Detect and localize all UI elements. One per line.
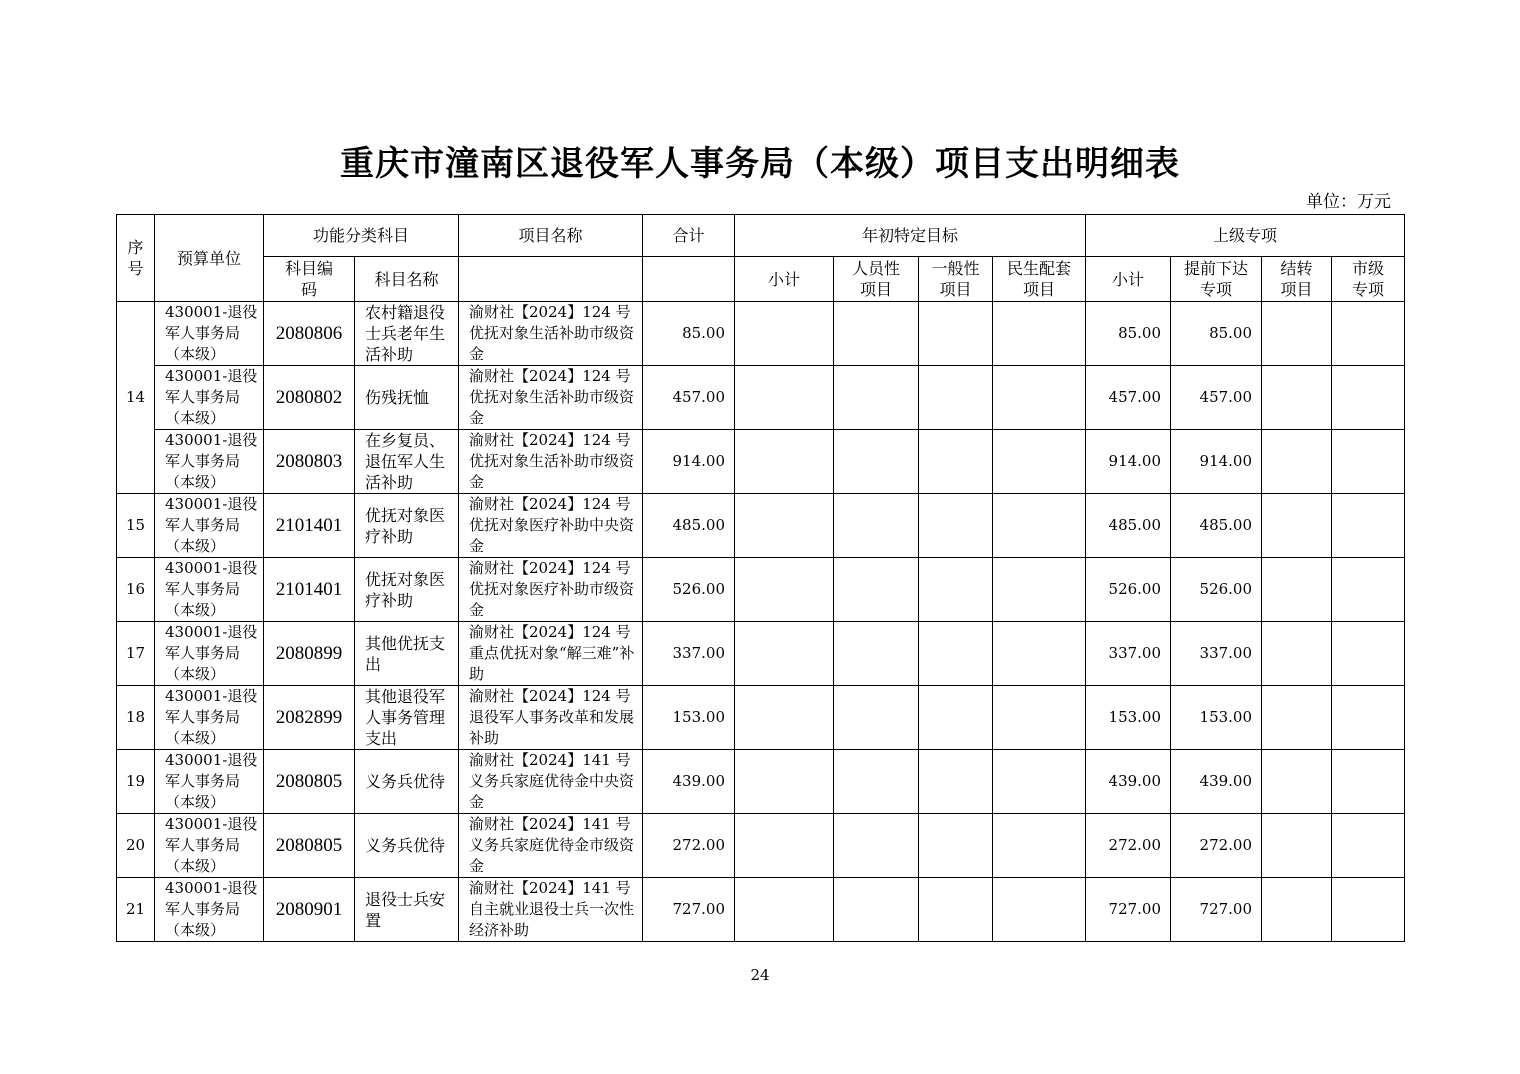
- ss-carryover-cell: [1262, 814, 1332, 878]
- header-annual-target: 年初特定目标: [735, 215, 1086, 257]
- budget-unit-cell: 430001-退役军人事务局（本级）: [155, 814, 264, 878]
- subject-name-cell: 义务兵优待: [355, 814, 459, 878]
- table-row: [117, 878, 1405, 942]
- subject-code-cell: 2101401: [264, 558, 355, 622]
- ss-advance-cell: 526.00: [1171, 558, 1262, 622]
- project-name-cell: 渝财社【2024】124 号退役军人事务改革和发展补助: [459, 686, 643, 750]
- at-livelihood-cell: [993, 622, 1086, 686]
- header-at-livelihood: 民生配套项目: [993, 257, 1086, 302]
- subject-code-cell: 2080806: [264, 302, 355, 366]
- ss-carryover-cell: [1262, 494, 1332, 558]
- ss-city-cell: [1332, 750, 1405, 814]
- total-cell: 526.00: [643, 558, 735, 622]
- header-budget-unit: 预算单位: [155, 215, 264, 302]
- project-name-cell: 渝财社【2024】141 号义务兵家庭优待金市级资金: [459, 814, 643, 878]
- at-personnel-cell: [834, 878, 919, 942]
- project-name-cell: 渝财社【2024】124 号优抚对象医疗补助市级资金: [459, 558, 643, 622]
- ss-city-cell: [1332, 366, 1405, 430]
- ss-subtotal-cell: 526.00: [1086, 558, 1171, 622]
- budget-unit-cell: 430001-退役军人事务局（本级）: [155, 366, 264, 430]
- ss-subtotal-cell: 914.00: [1086, 430, 1171, 494]
- project-name-cell: 渝财社【2024】124 号优抚对象生活补助市级资金: [459, 430, 643, 494]
- at-livelihood-cell: [993, 558, 1086, 622]
- subject-name-cell: 优抚对象医疗补助: [355, 494, 459, 558]
- at-subtotal-cell: [735, 878, 834, 942]
- project-name-cell: 渝财社【2024】124 号重点优抚对象“解三难”补助: [459, 622, 643, 686]
- at-livelihood-cell: [993, 814, 1086, 878]
- header-project-name-blank: [459, 257, 643, 302]
- total-cell: 85.00: [643, 302, 735, 366]
- at-personnel-cell: [834, 750, 919, 814]
- at-livelihood-cell: [993, 366, 1086, 430]
- total-cell: 272.00: [643, 814, 735, 878]
- subject-name-cell: 农村籍退役士兵老年生活补助: [355, 302, 459, 366]
- at-general-cell: [919, 558, 993, 622]
- at-livelihood-cell: [993, 686, 1086, 750]
- header-ss-city: 市级专项: [1332, 257, 1405, 302]
- seq-cell: 20: [117, 814, 155, 878]
- at-subtotal-cell: [735, 622, 834, 686]
- at-general-cell: [919, 494, 993, 558]
- at-personnel-cell: [834, 430, 919, 494]
- header-func-class: 功能分类科目: [264, 215, 459, 257]
- subject-name-cell: 其他退役军人事务管理支出: [355, 686, 459, 750]
- seq-cell: 15: [117, 494, 155, 558]
- header-ss-advance: 提前下达专项: [1171, 257, 1262, 302]
- page-title: 重庆市潼南区退役军人事务局（本级）项目支出明细表: [340, 144, 1180, 184]
- ss-carryover-cell: [1262, 430, 1332, 494]
- ss-advance-cell: 153.00: [1171, 686, 1262, 750]
- header-subject-name: 科目名称: [355, 257, 459, 302]
- ss-city-cell: [1332, 494, 1405, 558]
- at-livelihood-cell: [993, 750, 1086, 814]
- at-general-cell: [919, 814, 993, 878]
- ss-subtotal-cell: 457.00: [1086, 366, 1171, 430]
- total-cell: 337.00: [643, 622, 735, 686]
- ss-city-cell: [1332, 878, 1405, 942]
- at-general-cell: [919, 686, 993, 750]
- total-cell: 439.00: [643, 750, 735, 814]
- ss-carryover-cell: [1262, 366, 1332, 430]
- header-at-general: 一般性项目: [919, 257, 993, 302]
- total-cell: 153.00: [643, 686, 735, 750]
- total-cell: 457.00: [643, 366, 735, 430]
- table-row: [117, 686, 1405, 750]
- ss-subtotal-cell: 439.00: [1086, 750, 1171, 814]
- project-name-cell: 渝财社【2024】124 号优抚对象生活补助市级资金: [459, 366, 643, 430]
- subject-code-cell: 2101401: [264, 494, 355, 558]
- ss-city-cell: [1332, 622, 1405, 686]
- at-general-cell: [919, 750, 993, 814]
- subject-name-cell: 优抚对象医疗补助: [355, 558, 459, 622]
- subject-name-cell: 退役士兵安置: [355, 878, 459, 942]
- seq-cell: 16: [117, 558, 155, 622]
- project-name-cell: 渝财社【2024】141 号自主就业退役士兵一次性经济补助: [459, 878, 643, 942]
- at-personnel-cell: [834, 558, 919, 622]
- total-cell: 485.00: [643, 494, 735, 558]
- header-at-subtotal: 小计: [735, 257, 834, 302]
- budget-unit-cell: 430001-退役军人事务局（本级）: [155, 494, 264, 558]
- header-seq: 序号: [117, 215, 155, 302]
- at-subtotal-cell: [735, 366, 834, 430]
- at-general-cell: [919, 430, 993, 494]
- at-subtotal-cell: [735, 686, 834, 750]
- ss-advance-cell: 485.00: [1171, 494, 1262, 558]
- header-total-blank: [643, 257, 735, 302]
- budget-unit-cell: 430001-退役军人事务局（本级）: [155, 686, 264, 750]
- header-ss-carryover: 结转项目: [1262, 257, 1332, 302]
- at-general-cell: [919, 878, 993, 942]
- ss-carryover-cell: [1262, 558, 1332, 622]
- at-personnel-cell: [834, 302, 919, 366]
- header-at-personnel: 人员性项目: [834, 257, 919, 302]
- table-row: [117, 750, 1405, 814]
- ss-carryover-cell: [1262, 686, 1332, 750]
- ss-city-cell: [1332, 686, 1405, 750]
- budget-unit-cell: 430001-退役军人事务局（本级）: [155, 302, 264, 366]
- subject-code-cell: 2080901: [264, 878, 355, 942]
- project-name-cell: 渝财社【2024】124 号优抚对象医疗补助中央资金: [459, 494, 643, 558]
- table-row: [117, 558, 1405, 622]
- seq-cell: 14: [117, 302, 155, 494]
- ss-advance-cell: 337.00: [1171, 622, 1262, 686]
- ss-advance-cell: 272.00: [1171, 814, 1262, 878]
- total-cell: 727.00: [643, 878, 735, 942]
- at-livelihood-cell: [993, 302, 1086, 366]
- ss-subtotal-cell: 485.00: [1086, 494, 1171, 558]
- ss-subtotal-cell: 85.00: [1086, 302, 1171, 366]
- subject-code-cell: 2080803: [264, 430, 355, 494]
- subject-code-cell: 2080805: [264, 814, 355, 878]
- budget-unit-cell: 430001-退役军人事务局（本级）: [155, 430, 264, 494]
- at-subtotal-cell: [735, 814, 834, 878]
- seq-cell: 18: [117, 686, 155, 750]
- budget-unit-cell: 430001-退役军人事务局（本级）: [155, 622, 264, 686]
- at-general-cell: [919, 302, 993, 366]
- budget-unit-cell: 430001-退役军人事务局（本级）: [155, 878, 264, 942]
- at-personnel-cell: [834, 622, 919, 686]
- ss-city-cell: [1332, 302, 1405, 366]
- ss-subtotal-cell: 153.00: [1086, 686, 1171, 750]
- ss-subtotal-cell: 272.00: [1086, 814, 1171, 878]
- ss-city-cell: [1332, 558, 1405, 622]
- at-livelihood-cell: [993, 878, 1086, 942]
- at-personnel-cell: [834, 686, 919, 750]
- at-subtotal-cell: [735, 302, 834, 366]
- at-subtotal-cell: [735, 750, 834, 814]
- ss-carryover-cell: [1262, 302, 1332, 366]
- ss-advance-cell: 439.00: [1171, 750, 1262, 814]
- ss-carryover-cell: [1262, 622, 1332, 686]
- header-superior-special: 上级专项: [1086, 215, 1405, 257]
- table-row: [117, 302, 1405, 366]
- ss-city-cell: [1332, 430, 1405, 494]
- seq-cell: 21: [117, 878, 155, 942]
- subject-name-cell: 在乡复员、退伍军人生活补助: [355, 430, 459, 494]
- subject-name-cell: 义务兵优待: [355, 750, 459, 814]
- table-row: [117, 622, 1405, 686]
- subject-code-cell: 2080805: [264, 750, 355, 814]
- at-subtotal-cell: [735, 494, 834, 558]
- project-expenditure-table: [116, 214, 1405, 942]
- total-cell: 914.00: [643, 430, 735, 494]
- header-total: 合计: [643, 215, 735, 257]
- ss-advance-cell: 457.00: [1171, 366, 1262, 430]
- at-livelihood-cell: [993, 430, 1086, 494]
- seq-cell: 19: [117, 750, 155, 814]
- at-personnel-cell: [834, 494, 919, 558]
- seq-cell: 17: [117, 622, 155, 686]
- table-row: [117, 494, 1405, 558]
- ss-city-cell: [1332, 814, 1405, 878]
- at-subtotal-cell: [735, 558, 834, 622]
- page-number: 24: [750, 966, 770, 984]
- subject-code-cell: 2080899: [264, 622, 355, 686]
- project-name-cell: 渝财社【2024】124 号优抚对象生活补助市级资金: [459, 302, 643, 366]
- header-project-name: 项目名称: [459, 215, 643, 257]
- header-ss-subtotal: 小计: [1086, 257, 1171, 302]
- subject-name-cell: 伤残抚恤: [355, 366, 459, 430]
- table-row: [117, 430, 1405, 494]
- at-general-cell: [919, 366, 993, 430]
- budget-unit-cell: 430001-退役军人事务局（本级）: [155, 558, 264, 622]
- at-personnel-cell: [834, 366, 919, 430]
- subject-name-cell: 其他优抚支出: [355, 622, 459, 686]
- ss-advance-cell: 727.00: [1171, 878, 1262, 942]
- at-general-cell: [919, 622, 993, 686]
- ss-subtotal-cell: 337.00: [1086, 622, 1171, 686]
- at-personnel-cell: [834, 814, 919, 878]
- ss-carryover-cell: [1262, 750, 1332, 814]
- budget-unit-cell: 430001-退役军人事务局（本级）: [155, 750, 264, 814]
- at-livelihood-cell: [993, 494, 1086, 558]
- subject-code-cell: 2082899: [264, 686, 355, 750]
- project-name-cell: 渝财社【2024】141 号义务兵家庭优待金中央资金: [459, 750, 643, 814]
- unit-label: 单位：万元: [1306, 192, 1391, 212]
- at-subtotal-cell: [735, 430, 834, 494]
- table-row: [117, 366, 1405, 430]
- header-subject-code: 科目编码: [264, 257, 355, 302]
- ss-advance-cell: 914.00: [1171, 430, 1262, 494]
- ss-subtotal-cell: 727.00: [1086, 878, 1171, 942]
- subject-code-cell: 2080802: [264, 366, 355, 430]
- ss-advance-cell: 85.00: [1171, 302, 1262, 366]
- table-row: [117, 814, 1405, 878]
- ss-carryover-cell: [1262, 878, 1332, 942]
